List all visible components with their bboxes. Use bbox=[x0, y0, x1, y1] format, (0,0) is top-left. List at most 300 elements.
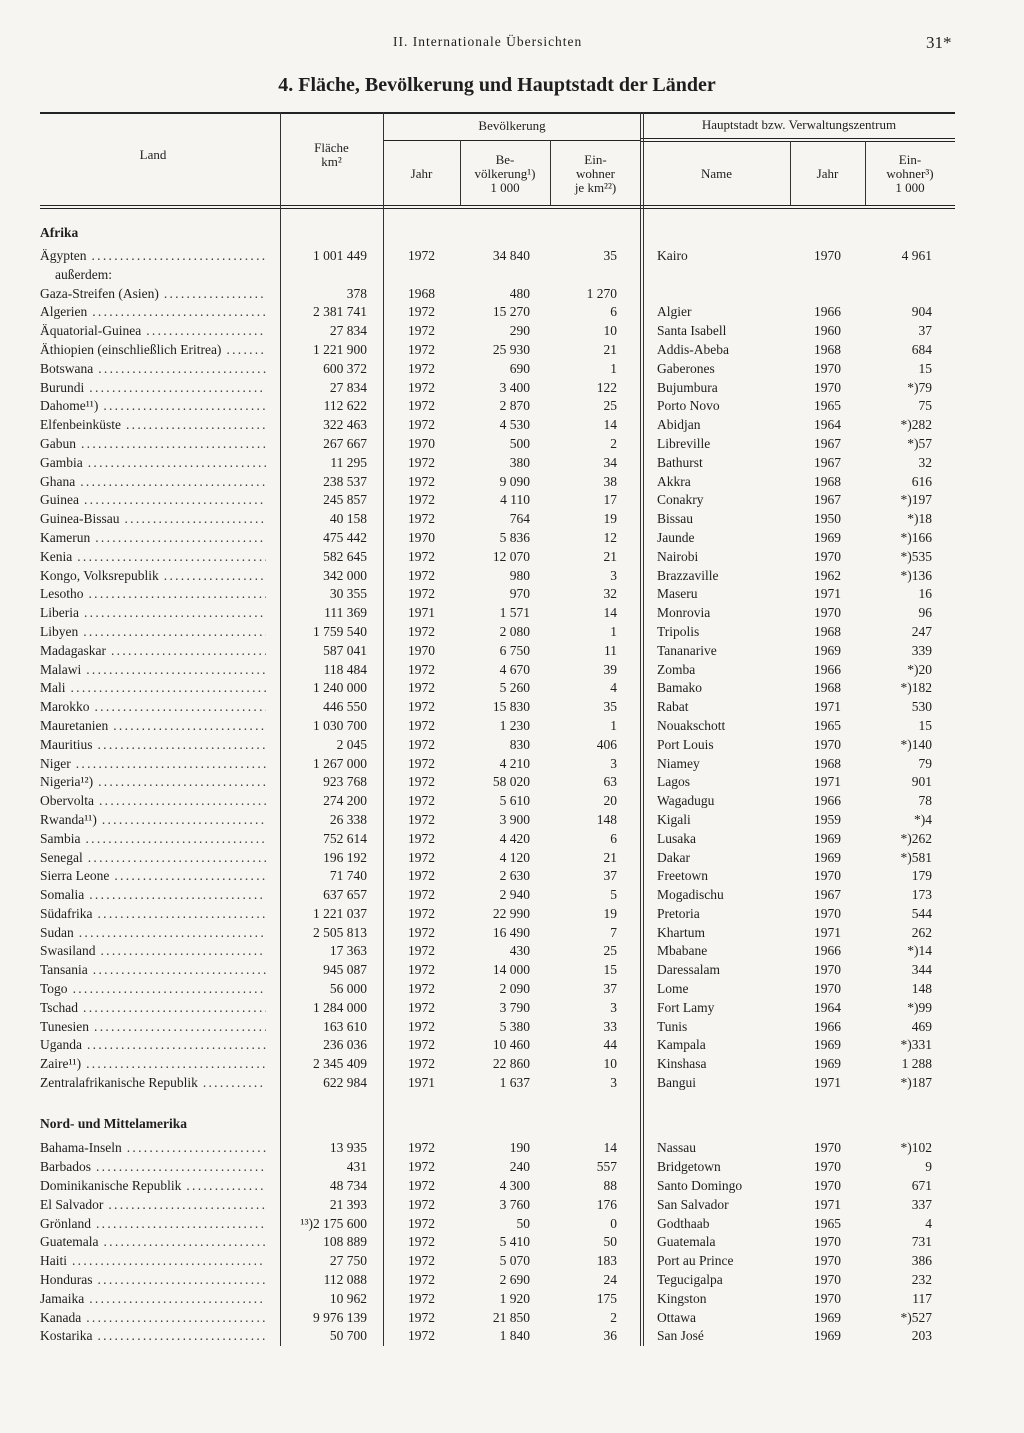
capital-name: Guatemala bbox=[657, 1234, 716, 1250]
country-label: Gabun bbox=[40, 435, 76, 451]
country-label: Äthiopien (einschließlich Eritrea) bbox=[40, 341, 222, 357]
capital-name: Kigali bbox=[657, 811, 691, 827]
capital-population: *)18 bbox=[907, 511, 932, 527]
leader-dots bbox=[84, 379, 266, 398]
table-row bbox=[40, 1215, 955, 1234]
population-year: 1968 bbox=[408, 285, 435, 301]
population-total: 22 990 bbox=[492, 905, 530, 921]
capital-population: *)20 bbox=[907, 661, 932, 677]
population-year: 1972 bbox=[408, 774, 435, 790]
country-label: Tansania bbox=[40, 962, 88, 978]
table-row bbox=[40, 1196, 955, 1215]
population-density: 21 bbox=[603, 548, 617, 564]
population-density: 11 bbox=[604, 642, 617, 658]
country-name bbox=[40, 905, 280, 924]
population-year: 1972 bbox=[408, 1196, 435, 1212]
table-row bbox=[40, 491, 955, 510]
area-km2: 236 036 bbox=[323, 1037, 367, 1053]
capital-name: Bangui bbox=[657, 1075, 696, 1091]
country-name bbox=[40, 811, 280, 830]
area-km2: 111 369 bbox=[324, 605, 367, 621]
capital-name: Santa Isabell bbox=[657, 323, 727, 339]
area-km2: 2 345 409 bbox=[313, 1056, 367, 1072]
leader-dots bbox=[78, 999, 266, 1018]
area-km2: 622 984 bbox=[323, 1075, 367, 1091]
population-density: 176 bbox=[596, 1196, 617, 1212]
capital-name: Tripolis bbox=[657, 623, 700, 639]
capital-year: 1967 bbox=[814, 492, 841, 508]
leader-dots bbox=[90, 698, 267, 717]
header-area bbox=[280, 112, 383, 197]
population-total: 764 bbox=[509, 511, 530, 527]
population-density: 4 bbox=[610, 680, 617, 696]
header-capital-label: Hauptstadt bzw. Verwaltungszentrum bbox=[701, 117, 897, 132]
country-name bbox=[40, 1233, 280, 1252]
leader-dots bbox=[90, 529, 266, 548]
leader-dots bbox=[141, 322, 266, 341]
capital-population: 9 bbox=[925, 1159, 932, 1175]
population-total: 5 260 bbox=[499, 680, 530, 696]
capital-population: 96 bbox=[918, 605, 932, 621]
capital-population: *)57 bbox=[907, 435, 932, 451]
area-km2: 1 030 700 bbox=[313, 717, 367, 733]
area-km2: 1 221 900 bbox=[313, 341, 367, 357]
capital-year: 1968 bbox=[814, 623, 841, 639]
country-name bbox=[40, 886, 280, 905]
population-density: 15 bbox=[603, 962, 617, 978]
capital-population: *)187 bbox=[900, 1075, 932, 1091]
population-year: 1972 bbox=[408, 248, 435, 263]
leader-dots bbox=[106, 642, 266, 661]
table-row bbox=[40, 1018, 955, 1037]
capital-year: 1969 bbox=[814, 529, 841, 545]
leader-dots bbox=[84, 1290, 266, 1309]
area-km2: 13 935 bbox=[329, 1140, 367, 1156]
population-year: 1972 bbox=[408, 924, 435, 940]
leader-dots bbox=[159, 285, 266, 304]
capital-population: *)140 bbox=[900, 736, 932, 752]
area-km2: 163 610 bbox=[323, 1018, 367, 1034]
population-year: 1972 bbox=[408, 548, 435, 564]
capital-population: 15 bbox=[918, 360, 932, 376]
population-year: 1972 bbox=[408, 398, 435, 414]
capital-name: Khartum bbox=[657, 924, 705, 940]
header-capital-group bbox=[643, 112, 955, 138]
capital-population: 148 bbox=[911, 981, 932, 997]
leader-dots bbox=[87, 303, 266, 322]
population-year: 1972 bbox=[408, 1037, 435, 1053]
capital-name: Maseru bbox=[657, 586, 698, 602]
country-name bbox=[40, 679, 280, 698]
leader-dots bbox=[122, 1139, 266, 1158]
leader-dots bbox=[98, 397, 266, 416]
leader-dots bbox=[108, 717, 266, 736]
data-table bbox=[40, 112, 955, 1352]
area-km2: 274 200 bbox=[323, 793, 367, 809]
capital-year: 1970 bbox=[814, 1177, 841, 1193]
population-density: 1 bbox=[610, 623, 617, 639]
country-label: El Salvador bbox=[40, 1196, 104, 1212]
population-year: 1972 bbox=[408, 999, 435, 1015]
country-name bbox=[40, 830, 280, 849]
country-name bbox=[40, 999, 280, 1018]
country-label: Obervolta bbox=[40, 793, 94, 809]
leader-dots bbox=[159, 567, 266, 586]
table-row bbox=[40, 942, 955, 961]
leader-dots bbox=[91, 1158, 266, 1177]
capital-population: 616 bbox=[911, 473, 932, 489]
area-km2: 2 381 741 bbox=[313, 304, 367, 320]
capital-name: Brazzaville bbox=[657, 567, 719, 583]
header-land bbox=[40, 112, 266, 197]
country-label: Elfenbeinküste bbox=[40, 417, 121, 433]
capital-name: Bridgetown bbox=[657, 1159, 721, 1175]
area-km2: 945 087 bbox=[323, 962, 367, 978]
area-km2: 1 240 000 bbox=[313, 680, 367, 696]
leader-dots bbox=[98, 1233, 266, 1252]
capital-name: Pretoria bbox=[657, 905, 700, 921]
country-label: Rwanda¹¹) bbox=[40, 811, 97, 827]
population-density: 19 bbox=[603, 511, 617, 527]
leader-dots bbox=[76, 435, 266, 454]
capital-year: 1971 bbox=[814, 586, 841, 602]
country-name bbox=[40, 435, 280, 454]
population-density: 1 270 bbox=[586, 285, 617, 301]
leader-dots bbox=[84, 886, 266, 905]
country-name bbox=[40, 567, 280, 586]
population-total: 1 840 bbox=[499, 1328, 530, 1344]
capital-year: 1971 bbox=[814, 774, 841, 790]
population-total: 5 380 bbox=[499, 1018, 530, 1034]
population-year: 1972 bbox=[408, 981, 435, 997]
population-year: 1972 bbox=[408, 1215, 435, 1231]
table-row bbox=[40, 604, 955, 623]
capital-population: *)182 bbox=[900, 680, 932, 696]
capital-name: Zomba bbox=[657, 661, 696, 677]
population-density: 122 bbox=[596, 379, 617, 395]
capital-name: Port Louis bbox=[657, 736, 714, 752]
capital-name: Daressalam bbox=[657, 962, 720, 978]
population-total: 500 bbox=[509, 435, 530, 451]
capital-population: 530 bbox=[911, 699, 932, 715]
capital-name: San Salvador bbox=[657, 1196, 729, 1212]
capital-name: Monrovia bbox=[657, 605, 711, 621]
table-row bbox=[40, 1309, 955, 1328]
table-row bbox=[40, 755, 955, 774]
area-km2: 245 857 bbox=[323, 492, 367, 508]
capital-population: 117 bbox=[912, 1290, 932, 1306]
capital-name: Niamey bbox=[657, 755, 700, 771]
population-total: 1 571 bbox=[499, 605, 530, 621]
population-total: 5 070 bbox=[499, 1253, 530, 1269]
leader-dots bbox=[221, 341, 266, 360]
capital-year: 1970 bbox=[814, 548, 841, 564]
capital-name: Akkra bbox=[657, 473, 691, 489]
population-total: 290 bbox=[509, 323, 530, 339]
capital-population: 79 bbox=[918, 755, 932, 771]
population-year: 1972 bbox=[408, 586, 435, 602]
capital-population: *)14 bbox=[907, 943, 932, 959]
table-row bbox=[40, 811, 955, 830]
capital-year: 1970 bbox=[814, 379, 841, 395]
population-total: 15 830 bbox=[492, 699, 530, 715]
population-total: 10 460 bbox=[492, 1037, 530, 1053]
area-km2: 475 442 bbox=[323, 529, 367, 545]
leader-dots bbox=[83, 454, 266, 473]
table-section bbox=[40, 1114, 955, 1346]
population-density: 88 bbox=[603, 1177, 617, 1193]
area-km2: 17 363 bbox=[329, 943, 367, 959]
leader-dots bbox=[81, 830, 267, 849]
area-km2: 11 295 bbox=[330, 454, 367, 470]
capital-year: 1970 bbox=[814, 1253, 841, 1269]
capital-name: Dakar bbox=[657, 849, 690, 865]
population-total: 6 750 bbox=[499, 642, 530, 658]
leader-dots bbox=[97, 811, 266, 830]
population-year: 1972 bbox=[408, 623, 435, 639]
table-row bbox=[40, 416, 955, 435]
header-area-unit: km² bbox=[321, 153, 342, 169]
population-year: 1972 bbox=[408, 1234, 435, 1250]
area-km2: 1 267 000 bbox=[313, 755, 367, 771]
capital-population: 731 bbox=[911, 1234, 932, 1250]
capital-name: Lusaka bbox=[657, 830, 696, 846]
capital-year: 1970 bbox=[814, 962, 841, 978]
country-name bbox=[40, 529, 280, 548]
population-density: 6 bbox=[610, 304, 617, 320]
capital-year: 1970 bbox=[814, 868, 841, 884]
leader-dots bbox=[103, 1196, 266, 1215]
area-km2: 9 976 139 bbox=[313, 1309, 367, 1325]
population-total: 4 420 bbox=[499, 830, 530, 846]
population-year: 1972 bbox=[408, 304, 435, 320]
capital-population: *)99 bbox=[907, 999, 932, 1015]
population-year: 1972 bbox=[408, 360, 435, 376]
capital-year: 1970 bbox=[814, 605, 841, 621]
capital-year: 1969 bbox=[814, 642, 841, 658]
table-row bbox=[40, 585, 955, 604]
country-label: Uganda bbox=[40, 1037, 82, 1053]
country-name bbox=[40, 1074, 280, 1093]
capital-name: Port au Prince bbox=[657, 1253, 734, 1269]
population-density: 14 bbox=[603, 605, 617, 621]
capital-population: 344 bbox=[911, 962, 932, 978]
capital-name: Bujumbura bbox=[657, 379, 718, 395]
capital-year: 1969 bbox=[814, 1056, 841, 1072]
country-label: Liberia bbox=[40, 605, 79, 621]
capital-year: 1959 bbox=[814, 811, 841, 827]
leader-dots bbox=[78, 623, 266, 642]
population-total: 4 670 bbox=[499, 661, 530, 677]
population-density: 7 bbox=[610, 924, 617, 940]
population-total: 3 900 bbox=[499, 811, 530, 827]
capital-year: 1971 bbox=[814, 1196, 841, 1212]
header-population-label: Bevölkerung bbox=[478, 118, 546, 133]
area-km2: 322 463 bbox=[323, 417, 367, 433]
area-km2: 923 768 bbox=[323, 774, 367, 790]
capital-name: Bissau bbox=[657, 511, 694, 527]
population-density: 3 bbox=[610, 755, 617, 771]
population-density: 25 bbox=[603, 398, 617, 414]
country-name bbox=[40, 1055, 280, 1074]
population-density: 63 bbox=[603, 774, 617, 790]
country-name bbox=[40, 585, 280, 604]
header-population-group bbox=[383, 112, 641, 140]
area-km2: 26 338 bbox=[329, 811, 367, 827]
area-km2: 1 001 449 bbox=[313, 248, 367, 263]
country-name bbox=[40, 642, 280, 661]
capital-population: *)166 bbox=[900, 529, 932, 545]
capital-year: 1966 bbox=[814, 943, 841, 959]
country-label: Mauretanien bbox=[40, 717, 109, 733]
area-km2: 48 734 bbox=[329, 1177, 367, 1193]
country-label: Tschad bbox=[40, 999, 79, 1015]
table-row bbox=[40, 1290, 955, 1309]
table-row bbox=[40, 529, 955, 548]
population-year: 1972 bbox=[408, 736, 435, 752]
capital-year: 1969 bbox=[814, 830, 841, 846]
capital-year: 1971 bbox=[814, 924, 841, 940]
population-year: 1972 bbox=[408, 905, 435, 921]
country-name bbox=[40, 942, 280, 961]
population-year: 1972 bbox=[408, 793, 435, 809]
population-total: 830 bbox=[509, 736, 530, 752]
country-label: Botswana bbox=[40, 360, 94, 376]
capital-population: 37 bbox=[918, 323, 932, 339]
area-km2: 10 962 bbox=[329, 1290, 367, 1306]
capital-name: Conakry bbox=[657, 492, 704, 508]
header-cap-year-label: Jahr bbox=[816, 166, 839, 181]
population-year: 1972 bbox=[408, 811, 435, 827]
capital-population: 339 bbox=[911, 642, 932, 658]
capital-year: 1971 bbox=[814, 1075, 841, 1091]
header-cap-name-label: Name bbox=[700, 166, 733, 181]
country-name bbox=[40, 285, 280, 304]
table-row bbox=[40, 473, 955, 492]
table-row bbox=[40, 886, 955, 905]
header-pop-total-unit: 1 000 bbox=[490, 179, 520, 195]
capital-population: *)331 bbox=[900, 1037, 932, 1053]
population-total: 4 300 bbox=[499, 1177, 530, 1193]
country-name bbox=[40, 247, 280, 266]
population-density: 24 bbox=[603, 1271, 617, 1287]
capital-year: 1970 bbox=[814, 360, 841, 376]
country-name bbox=[40, 1036, 280, 1055]
population-density: 557 bbox=[596, 1159, 617, 1175]
area-km2: 2 045 bbox=[336, 736, 367, 752]
table-body bbox=[40, 209, 955, 1346]
country-label: Madagaskar bbox=[40, 642, 106, 658]
country-label: Gaza-Streifen (Asien) bbox=[40, 285, 159, 301]
table-row bbox=[40, 642, 955, 661]
population-total: 5 836 bbox=[499, 529, 530, 545]
country-name bbox=[40, 341, 280, 360]
capital-year: 1970 bbox=[814, 1234, 841, 1250]
capital-name: Freetown bbox=[657, 868, 708, 884]
capital-population: 179 bbox=[911, 868, 932, 884]
country-label: Guinea bbox=[40, 492, 79, 508]
area-km2: 118 484 bbox=[323, 661, 367, 677]
capital-group-rule bbox=[641, 138, 955, 139]
capital-population: 684 bbox=[911, 341, 932, 357]
area-km2: 587 041 bbox=[323, 642, 367, 658]
country-name bbox=[40, 491, 280, 510]
capital-name: Addis-Abeba bbox=[657, 341, 729, 357]
capital-year: 1968 bbox=[814, 341, 841, 357]
table-row bbox=[40, 1036, 955, 1055]
population-year: 1972 bbox=[408, 1018, 435, 1034]
population-density: 2 bbox=[610, 1309, 617, 1325]
capital-name: Godthaab bbox=[657, 1215, 710, 1231]
capital-population: 904 bbox=[911, 304, 932, 320]
country-label: Swasiland bbox=[40, 943, 96, 959]
table-row bbox=[40, 1158, 955, 1177]
population-total: 190 bbox=[509, 1140, 530, 1156]
population-total: 2 870 bbox=[499, 398, 530, 414]
country-label: Ägypten bbox=[40, 248, 87, 263]
capital-year: 1969 bbox=[814, 849, 841, 865]
country-label: Mauritius bbox=[40, 736, 93, 752]
header-cap-population bbox=[865, 143, 955, 205]
capital-year: 1960 bbox=[814, 323, 841, 339]
country-name bbox=[40, 1290, 280, 1309]
population-year: 1972 bbox=[408, 699, 435, 715]
table-row bbox=[40, 924, 955, 943]
country-label: Grönland bbox=[40, 1215, 91, 1231]
capital-year: 1965 bbox=[814, 717, 841, 733]
table-row bbox=[40, 867, 955, 886]
capital-name: Lagos bbox=[657, 774, 690, 790]
population-density: 20 bbox=[603, 793, 617, 809]
leader-dots bbox=[93, 360, 266, 379]
capital-year: 1970 bbox=[814, 1159, 841, 1175]
population-year: 1972 bbox=[408, 1290, 435, 1306]
header-pop-density-line: wohner bbox=[576, 165, 615, 181]
table-row bbox=[40, 454, 955, 473]
population-total: 480 bbox=[509, 285, 530, 301]
area-km2: 112 088 bbox=[323, 1271, 367, 1287]
capital-name: Nassau bbox=[657, 1140, 696, 1156]
table-row bbox=[40, 736, 955, 755]
capital-year: 1967 bbox=[814, 454, 841, 470]
population-year: 1972 bbox=[408, 1328, 435, 1344]
capital-year: 1966 bbox=[814, 793, 841, 809]
country-label: Guinea-Bissau bbox=[40, 511, 120, 527]
country-name bbox=[40, 1196, 280, 1215]
country-label: Honduras bbox=[40, 1271, 93, 1287]
population-year: 1972 bbox=[408, 1159, 435, 1175]
population-total: 2 090 bbox=[499, 981, 530, 997]
population-density: 175 bbox=[596, 1290, 617, 1306]
section-heading: Nord- und Mittelamerika bbox=[40, 1116, 187, 1132]
table-row bbox=[40, 247, 955, 266]
country-name bbox=[40, 623, 280, 642]
capital-population: 203 bbox=[911, 1328, 932, 1344]
area-km2: 752 614 bbox=[323, 830, 367, 846]
area-km2: 56 000 bbox=[329, 981, 367, 997]
leader-dots bbox=[89, 1018, 266, 1037]
country-label: Zentralafrikanische Republik bbox=[40, 1075, 198, 1091]
capital-year: 1950 bbox=[814, 511, 841, 527]
capital-population: 386 bbox=[911, 1253, 932, 1269]
area-km2: 27 750 bbox=[329, 1253, 367, 1269]
population-density: 21 bbox=[603, 341, 617, 357]
area-km2: 600 372 bbox=[323, 360, 367, 376]
capital-name: Rabat bbox=[657, 699, 689, 715]
section-heading: Afrika bbox=[40, 225, 79, 240]
population-total: 980 bbox=[509, 567, 530, 583]
row-note: außerdem: bbox=[55, 266, 112, 282]
